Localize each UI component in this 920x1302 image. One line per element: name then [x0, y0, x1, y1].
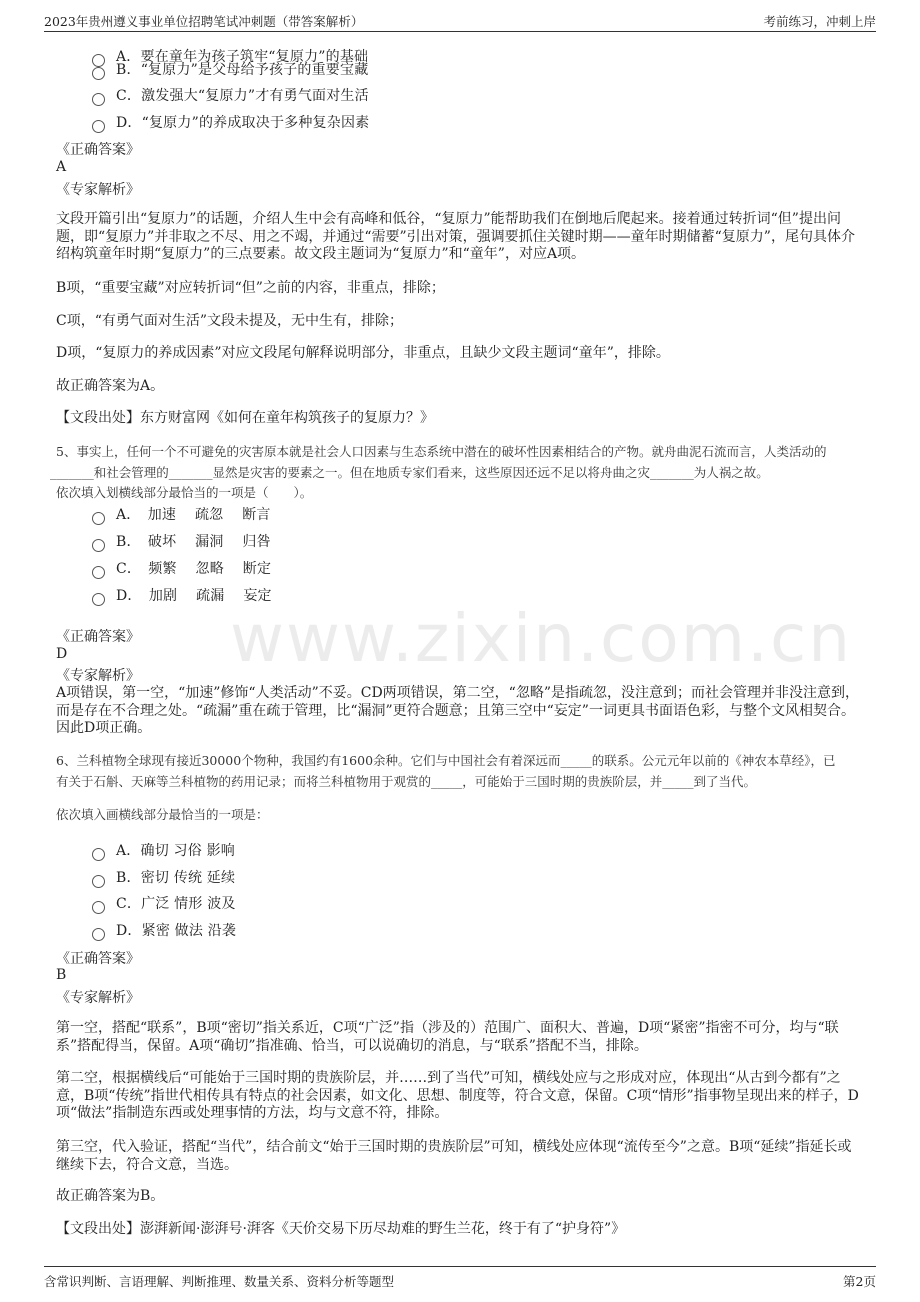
q5-answer: D [56, 646, 68, 662]
q4-analysis-label: 《专家解析》 [56, 182, 140, 198]
q4-option-d[interactable]: D．“复原力”的养成取决于多种复杂因素 [92, 112, 369, 132]
q6-instruction: 依次填入画横线部分最恰当的一项是： [56, 807, 269, 822]
radio-icon[interactable] [92, 875, 105, 888]
radio-icon[interactable] [92, 848, 105, 861]
q6-option-a[interactable]: A．确切 习俗 影响 [92, 840, 235, 860]
q4-analysis-d: D项，“复原力的养成因素”对应文段尾句解释说明部分，非重点，且缺少文段主题词“童年”，排除。 [56, 345, 670, 361]
q6-analysis-blank2: 第二空，根据横线后“可能始于三国时期的贵族阶层，并……到了当代”可知，横线处应与之形成对应，体现出“从古到今都有”之意，B项“传统”指世代相传具有特点的社会因素，如文化、思想、制度等，符合文意，保留。C项“情形”指事物呈现出来的样子，D项“做法”指制造东西或处理事情的方法，均与文意不符，排除。 [56, 1070, 859, 1121]
q6-option-d[interactable]: D．紧密 做法 沿袭 [92, 920, 236, 940]
radio-icon[interactable] [92, 120, 105, 133]
q5-option-a[interactable]: A． 加速 疏忽 断言 [92, 504, 271, 524]
page-header [44, 10, 876, 32]
header-slogan: 考前练习，冲刺上岸 [763, 14, 876, 29]
q5-stem-line2: _______和社会管理的_______显然是灾害的要素之一。但在地质专家们看来，这些原因还远不足以将舟曲之灾_______为人祸之故。 [50, 465, 769, 480]
q4-option-b[interactable]: B．“复原力”是父母给予孩子的重要宝藏 [92, 59, 368, 79]
document-title: 2023年贵州遵义事业单位招聘笔试冲刺题（带答案解析） [44, 14, 364, 29]
q4-answer: A [56, 159, 67, 175]
q4-analysis-c: C项，“有勇气面对生活”文段未提及，无中生有，排除； [56, 313, 404, 329]
q5-option-b[interactable]: B． 破坏 漏洞 归咎 [92, 531, 271, 551]
q5-option-d[interactable]: D． 加剧 疏漏 妄定 [92, 585, 272, 605]
page-number: 第2页 [843, 1274, 876, 1289]
q4-option-c[interactable]: C．激发强大“复原力”才有勇气面对生活 [92, 85, 369, 105]
q5-analysis-label: 《专家解析》 [56, 668, 140, 684]
footer-topics: 含常识判断、言语理解、判断推理、数量关系、资料分析等题型 [44, 1274, 395, 1289]
radio-icon[interactable] [92, 539, 105, 552]
q6-analysis-blank1: 第一空，搭配“联系”，B项“密切”指关系近，C项“广泛”指（涉及的）范围广、面积大、普遍，D项“紧密”指密不可分，均与“联系”搭配得当，保留。A项“确切”指准确、恰当，可以说确切的消息，与“联系”搭配不当，排除。 [56, 1020, 839, 1054]
q6-answer-label: 《正确答案》 [56, 951, 140, 967]
q4-option-a[interactable]: A．要在童年为孩子筑牢“复原力”的基础 [92, 46, 368, 66]
q6-stem-line2: 有关于石斛、天麻等兰科植物的药用记录；而将兰科植物用于观赏的_____，可能始于三国时期的贵族阶层，并_____到了当代。 [56, 774, 757, 789]
q6-answer: B [56, 967, 67, 983]
q4-source: 【文段出处】东方财富网《如何在童年构筑孩子的复原力？》 [56, 410, 434, 426]
radio-icon[interactable] [92, 901, 105, 914]
q6-source: 【文段出处】澎湃新闻·澎湃号·湃客《天价交易下历尽劫难的野生兰花，终于有了“护身符”》 [56, 1221, 626, 1237]
q6-option-c[interactable]: C．广泛 情形 波及 [92, 893, 236, 913]
q4-answer-label: 《正确答案》 [56, 142, 140, 158]
q5-answer-label: 《正确答案》 [56, 629, 140, 645]
radio-icon[interactable] [92, 566, 105, 579]
q4-analysis-paragraph: 文段开篇引出“复原力”的话题，介绍人生中会有高峰和低谷，“复原力”能帮助我们在倒地后爬起来。接着通过转折词“但”提出问题，即“复原力”并非取之不尽、用之不竭，并通过“需要”引出对策，强调要抓住关键时期——童年时期储蓄“复原力”，尾句具体介绍构筑童年时期“复原力”的三点要素。故文段主题词为“复原力”和“童年”，对应A项。 [56, 211, 855, 262]
q6-stem-line1: 6、兰科植物全球现有接近30000个物种，我国约有1600余种。它们与中国社会有着深远而_____的联系。公元元年以前的《神农本草经》，已 [56, 753, 836, 768]
q5-option-c[interactable]: C． 频繁 忽略 断定 [92, 558, 271, 578]
q6-conclusion: 故正确答案为B。 [56, 1188, 165, 1204]
q4-analysis-b: B项，“重要宝藏”对应转折词“但”之前的内容，非重点，排除； [56, 280, 445, 296]
q5-analysis-paragraph: A项错误，第一空，“加速”修饰“人类活动”不妥。CD两项错误，第二空，“忽略”是指疏忽，没注意到；而社会管理并非没注意到，而是存在不合理之处。“疏漏”重在疏于管理，比“漏洞”更符合题意；且第三空中“妄定”一词更具书面语色彩，与整个文风相契合。因此D项正确。 [56, 685, 859, 736]
radio-icon[interactable] [92, 928, 105, 941]
page-footer [44, 1266, 876, 1292]
q4-conclusion: 故正确答案为A。 [56, 378, 165, 394]
watermark: www.zixin.com.cn [230, 600, 853, 677]
q6-option-b[interactable]: B．密切 传统 延续 [92, 867, 235, 887]
q6-analysis-blank3: 第三空，代入验证，搭配“当代”，结合前文“始于三国时期的贵族阶层”可知，横线处应体现“流传至今”之意。B项“延续”指延长或继续下去，符合文意，当选。 [56, 1139, 852, 1173]
q6-analysis-label: 《专家解析》 [56, 990, 140, 1006]
q5-stem-line1: 5、事实上，任何一个不可避免的灾害原本就是社会人口因素与生态系统中潜在的破坏性因素相结合的产物。就舟曲泥石流而言，人类活动的 [56, 444, 827, 459]
q5-instruction: 依次填入划横线部分最恰当的一项是（ ）。 [56, 485, 313, 500]
radio-icon[interactable] [92, 512, 105, 525]
radio-icon[interactable] [92, 593, 105, 606]
radio-icon[interactable] [92, 93, 105, 106]
radio-icon[interactable] [92, 67, 105, 80]
